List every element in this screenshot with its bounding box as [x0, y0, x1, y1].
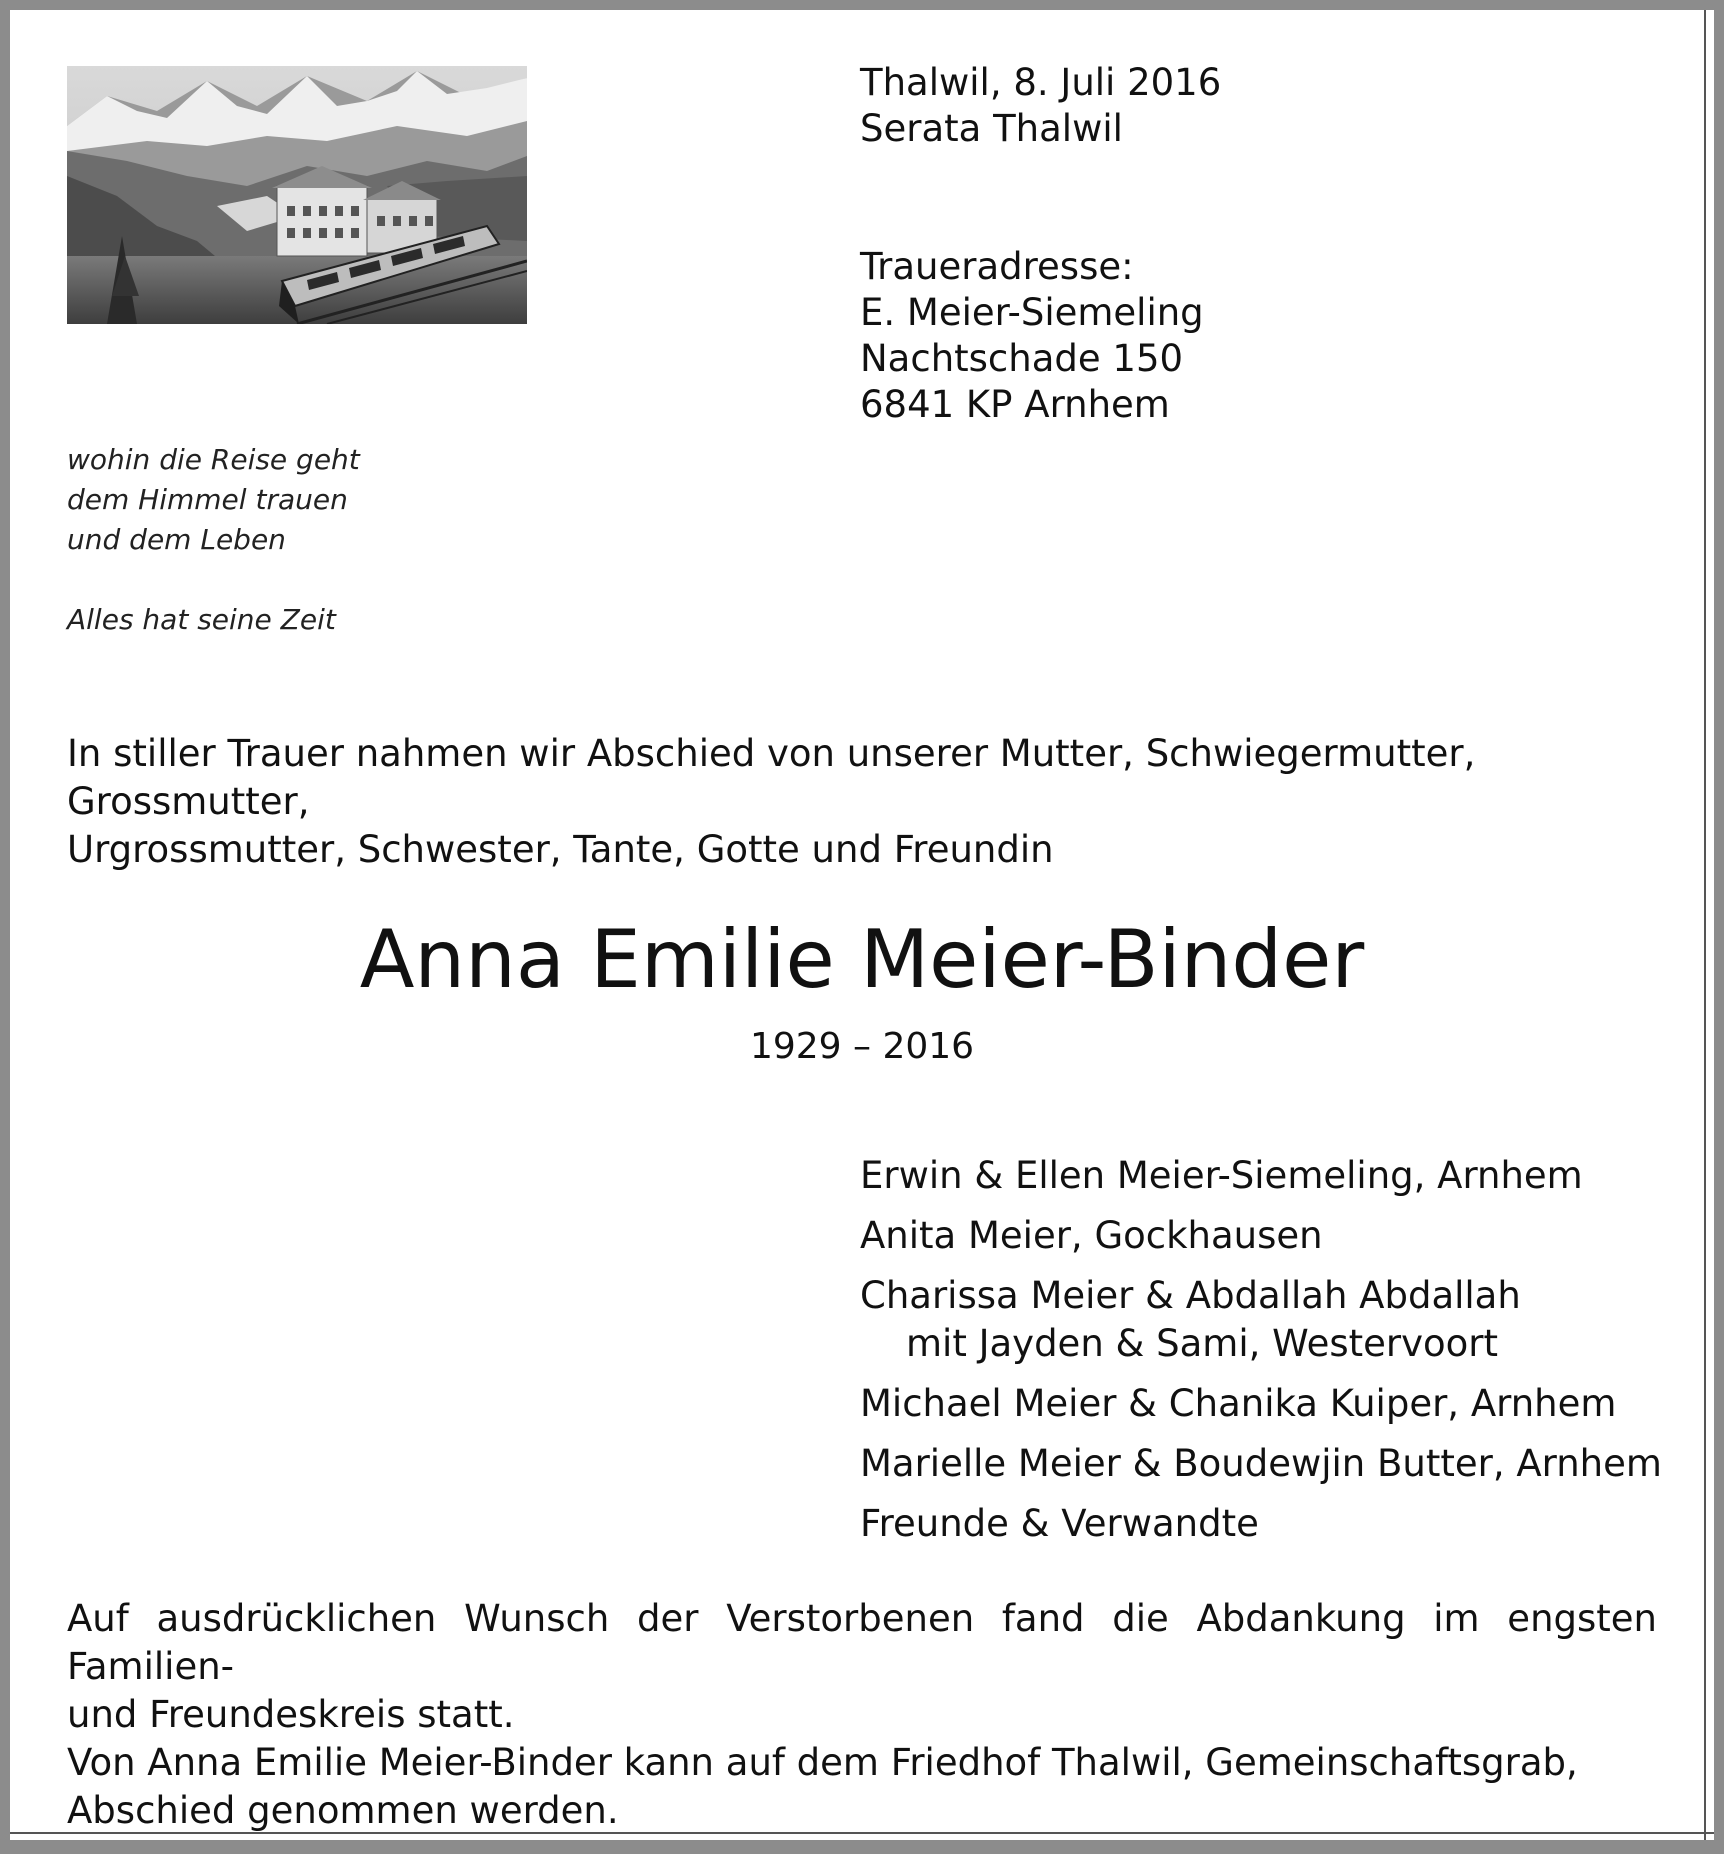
life-years: 1929 – 2016 [749, 1026, 975, 1067]
verse-line: wohin die Reise geht [67, 443, 360, 476]
mourner: Michael Meier & Chanika Kuiper, Arnhem [860, 1382, 1617, 1425]
mourner: Erwin & Ellen Meier-Siemeling, Arnhem [860, 1154, 1583, 1197]
address-city: 6841 KP Arnhem [860, 383, 1170, 426]
mourner [860, 1272, 1700, 1368]
mourner: Freunde & Verwandte [860, 1502, 1259, 1545]
verse [67, 440, 360, 640]
mourner-line: Charissa Meier & Abdallah Abdallah [860, 1274, 1521, 1317]
header-block [860, 60, 1221, 428]
intro-line: Urgrossmutter, Schwester, Tante, Gotte und Freundin [67, 828, 1054, 871]
verse-line: dem Himmel trauen [67, 483, 348, 516]
verse-line: Alles hat seine Zeit [67, 603, 336, 636]
mourner: Anita Meier, Gockhausen [860, 1214, 1323, 1257]
verse-line: und dem Leben [67, 523, 286, 556]
address-street: Nachtschade 150 [860, 337, 1184, 380]
closing-line: Auf ausdrücklichen Wunsch der Verstorbenen fand die Abdankung im engsten Familien- [67, 1597, 1657, 1688]
place-date: Thalwil, 8. Juli 2016 [860, 61, 1222, 104]
mourners-list [860, 1152, 1700, 1560]
intro-line: In stiller Trauer nahmen wir Abschied von unserer Mutter, Schwiegermutter, Grossmutter, [67, 732, 1476, 823]
intro-text [67, 730, 1667, 874]
closing-line: und Freundeskreis statt. [67, 1693, 515, 1736]
location: Serata Thalwil [860, 107, 1123, 150]
mountain-train-photo [67, 66, 527, 324]
closing-text [67, 1595, 1657, 1835]
closing-line: Von Anna Emilie Meier-Binder kann auf dem Friedhof Thalwil, Gemeinschaftsgrab, [67, 1741, 1578, 1784]
address-label: Traueradresse: [860, 245, 1134, 288]
deceased-name: Anna Emilie Meier-Binder [359, 913, 1365, 1006]
closing-line: Abschied genommen werden. [67, 1789, 619, 1832]
mourner-line: mit Jayden & Sami, Westervoort [906, 1322, 1498, 1365]
mourner: Marielle Meier & Boudewjin Butter, Arnhem [860, 1442, 1662, 1485]
address-name: E. Meier-Siemeling [860, 291, 1204, 334]
